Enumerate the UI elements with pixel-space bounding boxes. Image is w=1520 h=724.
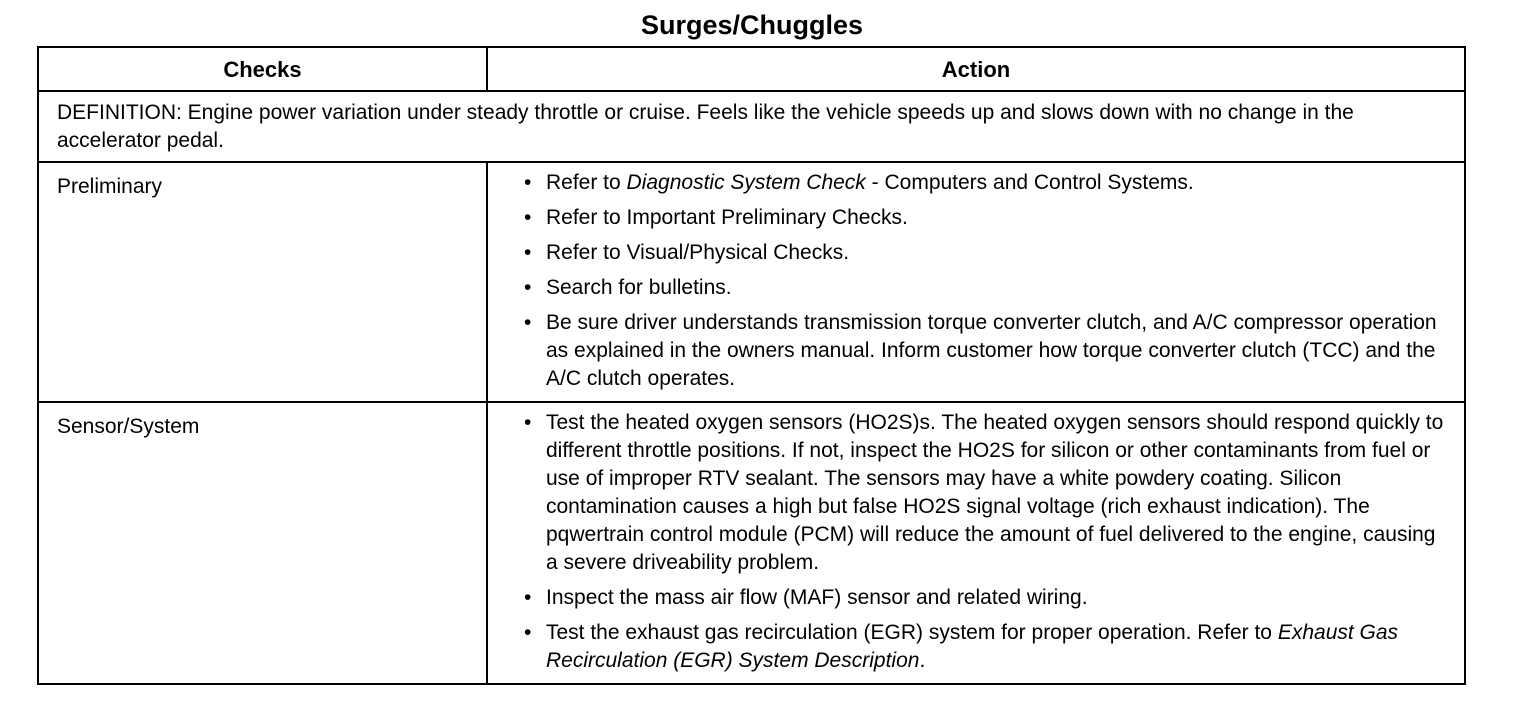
action-text: Test the heated oxygen sensors (HO2S)s. The heated oxygen sensors should respond quickly to different throttle positions. If not, inspect the HO2S for silicon or other contaminants from fuel or use of improper RTV sealant. The sensors may have a white powdery coating. Silicon contamination causes a high but false HO2S signal voltage (rich exhaust indication). The pqwertrain control module (PCM) will reduce the amount of fuel delivered to the engine, causing a severe driveability problem. — [546, 411, 1444, 574]
check-cell-sensor-system: Sensor/System — [38, 402, 487, 684]
list-item — [522, 619, 1450, 675]
action-text: Test the exhaust gas recirculation (EGR) system for proper operation. Refer to — [546, 621, 1278, 644]
list-item — [522, 274, 1450, 302]
diagnostic-table — [37, 46, 1466, 685]
list-item — [522, 409, 1450, 577]
definition-text: DEFINITION: Engine power variation under steady throttle or cruise. Feels like the vehicle speeds up and slows down with no change in the accelerator pedal. — [38, 91, 1465, 162]
action-text: Refer to Visual/Physical Checks. — [546, 241, 850, 264]
action-cell-sensor-system — [487, 402, 1465, 684]
definition-row — [38, 91, 1465, 162]
list-item — [522, 204, 1450, 232]
bullet-icon: • — [524, 621, 532, 644]
action-reference: Exhaust Gas Recirculation (EGR) System Description — [546, 621, 1399, 672]
list-item — [522, 584, 1450, 612]
action-list — [522, 169, 1450, 393]
bullet-icon: • — [524, 311, 532, 334]
list-item — [522, 309, 1450, 393]
action-reference: Diagnostic System Check — [626, 171, 866, 194]
bullet-icon: • — [524, 241, 532, 264]
action-text: Inspect the mass air flow (MAF) sensor and related wiring. — [546, 586, 1088, 609]
bullet-icon: • — [524, 206, 532, 229]
bullet-icon: • — [524, 411, 532, 434]
action-text-suffix: . — [919, 649, 926, 672]
action-text-suffix: - Computers and Control Systems. — [865, 171, 1194, 194]
header-row — [38, 47, 1465, 91]
action-header: Action — [487, 47, 1465, 91]
action-text: Refer to — [546, 171, 627, 194]
bullet-icon: • — [524, 586, 532, 609]
checks-header: Checks — [38, 47, 487, 91]
action-text: Be sure driver understands transmission torque converter clutch, and A/C compressor operation as explained in the owners manual. Inform customer how torque converter clutch (TCC) and the A/C clutch operates. — [546, 311, 1437, 390]
table-row — [38, 162, 1465, 402]
action-text: Search for bulletins. — [546, 276, 732, 299]
list-item — [522, 239, 1450, 267]
list-item — [522, 169, 1450, 197]
bullet-icon: • — [524, 171, 532, 194]
page-title: Surges/Chuggles — [640, 10, 864, 40]
check-cell-preliminary: Preliminary — [38, 162, 487, 402]
table-row — [38, 402, 1465, 684]
action-list — [522, 409, 1450, 675]
action-text: Refer to Important Preliminary Checks. — [546, 206, 908, 229]
action-cell-preliminary — [487, 162, 1465, 402]
bullet-icon: • — [524, 276, 532, 299]
